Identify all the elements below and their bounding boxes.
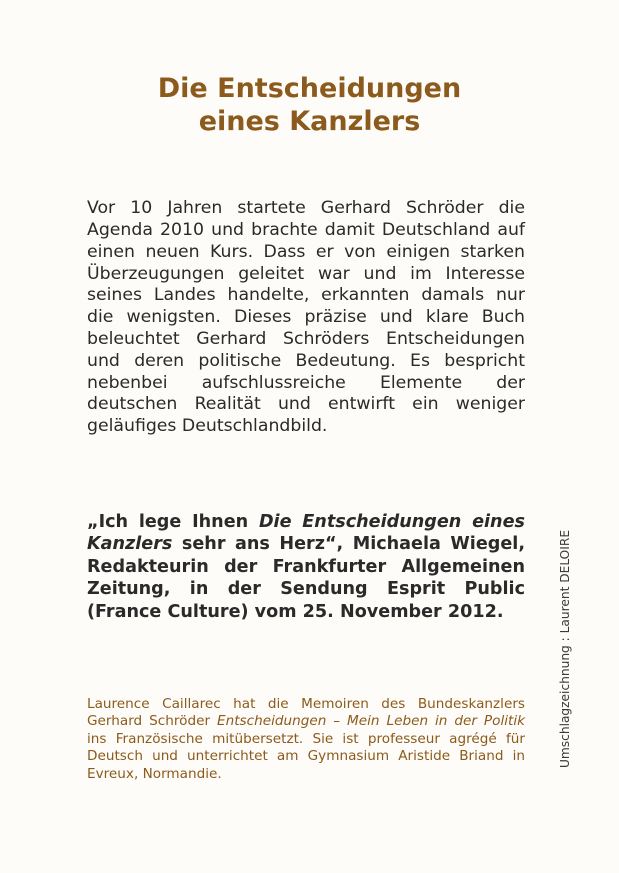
press-quote <box>87 511 525 624</box>
translator-bio-text-2: ins Französische mitübersetzt. Sie ist professeur agrégé für Deutsch und unterrichtet am Gymnasium Aristide Briand in Evreux, Normandie. <box>87 730 525 782</box>
press-quote-text-2: sehr ans Herz“, Michaela Wiegel, Redakteurin der Frankfurter Allgemeinen Zeitung, in der Sendung Esprit Public (France Culture) vom 25. November 2012. <box>87 534 525 622</box>
book-title <box>0 72 619 138</box>
cover-illustration-credit: Umschlagzeichnung : Laurent DELOIRE <box>558 529 572 768</box>
book-blurb: Vor 10 Jahren startete Gerhard Schröder die Agenda 2010 und brachte damit Deutschland auf einen neuen Kurs. Dass er von einigen starken Überzeugungen geleitet war und im Interesse seines Landes handelte, erkannten damals nur die wenigsten. Dieses präzise und klare Buch beleuchtet Gerhard Schröders Entscheidungen und deren politische Bedeutung. Es bespricht nebenbei aufschlussreiche Elemente der deutschen Realität und entwirft ein weniger geläufiges Deutschlandbild. <box>87 198 525 437</box>
translator-bio-book-title: Entscheidungen – Mein Leben in der Politik <box>217 713 525 730</box>
press-quote-text-1: „Ich lege Ihnen <box>87 511 259 532</box>
translator-bio-text-1: Laurence Caillarec hat die Memoiren des Bundeskanzlers Gerhard Schröder <box>87 695 525 730</box>
translator-bio <box>87 696 525 784</box>
book-title-line-1: Die Entscheidungen <box>157 73 462 104</box>
press-quote-book-title: Die Entscheidungen eines Kanzlers <box>87 511 525 555</box>
book-title-line-2: eines Kanzlers <box>198 106 421 137</box>
